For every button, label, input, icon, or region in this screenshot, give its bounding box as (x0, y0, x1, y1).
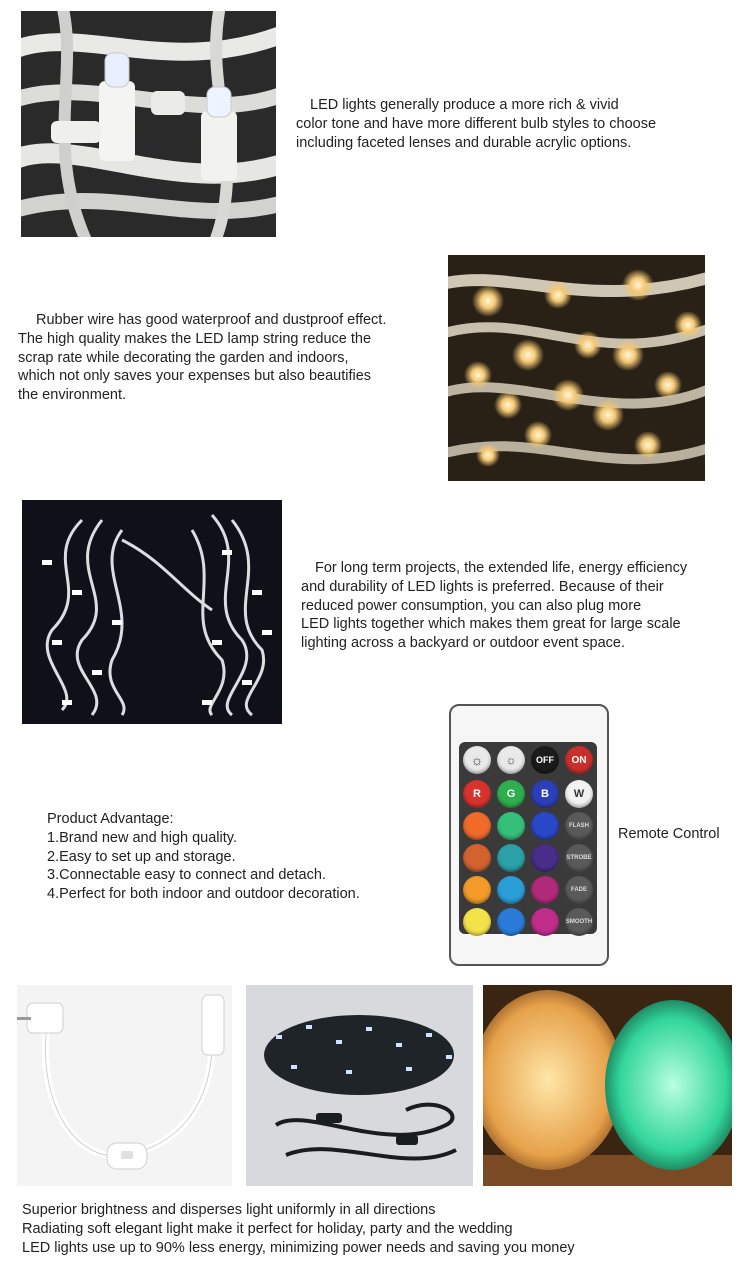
white-cluster-lights-image (22, 500, 282, 724)
off-button[interactable]: OFF (531, 746, 559, 774)
strobe-button[interactable]: STROBE (565, 844, 593, 872)
black-wire-string-image (246, 985, 473, 1186)
section1-line: LED lights generally produce a more rich & vivid (310, 97, 619, 113)
on-button[interactable]: ON (565, 746, 593, 774)
color-button[interactable] (497, 844, 525, 872)
section2-line: The high quality makes the LED lamp string reduce the (18, 330, 372, 347)
section3-line: lighting across a backyard or outdoor event space. (301, 635, 626, 652)
section3-line: reduced power consumption, you can also plug more (301, 597, 642, 614)
color-button[interactable] (463, 812, 491, 840)
section2-line: scrap rate while decorating the garden and indoors, (18, 349, 349, 366)
color-button[interactable] (497, 812, 525, 840)
section1-line: color tone and have more different bulb styles to choose (296, 115, 657, 132)
warm-led-string-image (448, 255, 705, 481)
white-button[interactable]: W (565, 780, 593, 808)
plug-and-controller-image (17, 985, 232, 1186)
footer-line: Radiating soft elegant light make it perfect for holiday, party and the wedding (22, 1220, 513, 1237)
warm-and-green-curtain-lights-image (483, 985, 732, 1186)
section2-line: which not only saves your expenses but also beautifies (18, 368, 372, 385)
section3-line: LED lights together which makes them great for large scale (301, 616, 681, 633)
color-button[interactable] (463, 844, 491, 872)
red-button[interactable]: R (463, 780, 491, 808)
footer-line: LED lights use up to 90% less energy, minimizing power needs and saving you money (22, 1239, 575, 1256)
product-advantage-list (47, 810, 360, 904)
section2-text (18, 311, 386, 405)
section1-text (296, 96, 656, 152)
smooth-button[interactable]: SMOOTH (565, 908, 593, 936)
footer-line: Superior brightness and disperses light uniformly in all directions (22, 1202, 436, 1218)
green-button[interactable]: G (497, 780, 525, 808)
fade-button[interactable]: FADE (565, 876, 593, 904)
advantage-item: 4.Perfect for both indoor and outdoor decoration. (47, 886, 360, 903)
advantage-item: 3.Connectable easy to connect and detach. (47, 867, 326, 884)
color-button[interactable] (463, 908, 491, 936)
blue-button[interactable]: B (531, 780, 559, 808)
color-button[interactable] (531, 908, 559, 936)
color-button[interactable] (497, 876, 525, 904)
remote-control-label: Remote Control (618, 826, 720, 842)
color-button[interactable] (463, 876, 491, 904)
section3-line: For long term projects, the extended life, energy efficiency (315, 560, 688, 576)
section2-line: the environment. (18, 387, 127, 404)
brightness-up-button[interactable]: ☼ (463, 746, 491, 774)
remote-buttons (449, 704, 609, 966)
flash-button[interactable]: FLASH (565, 812, 593, 840)
brightness-down-button[interactable]: ☼ (497, 746, 525, 774)
footer-features (22, 1201, 575, 1257)
color-button[interactable] (531, 844, 559, 872)
led-bulb-closeup-image (21, 11, 276, 237)
color-button[interactable] (531, 876, 559, 904)
advantage-heading: Product Advantage: (47, 811, 174, 827)
color-button[interactable] (531, 812, 559, 840)
section3-line: and durability of LED lights is preferred. Because of their (301, 578, 664, 595)
color-button[interactable] (497, 908, 525, 936)
section1-line: including faceted lenses and durable acrylic options. (296, 134, 632, 151)
advantage-item: 1.Brand new and high quality. (47, 829, 237, 846)
section3-text (301, 559, 687, 653)
advantage-item: 2.Easy to set up and storage. (47, 848, 236, 865)
section2-line: Rubber wire has good waterproof and dustproof effect. (36, 312, 387, 328)
